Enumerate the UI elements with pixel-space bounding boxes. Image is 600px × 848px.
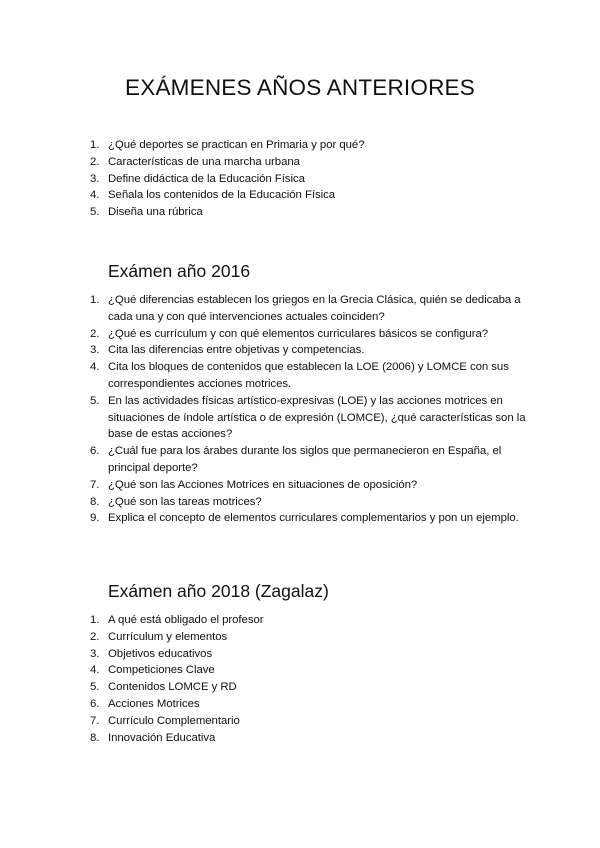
item-number: 2. [90, 327, 100, 340]
item-text: En las actividades físicas artístico-expresivas (LOE) y las acciones motrices en situaciones de índole artística o de expresión (LOMCE), ¿qué características son la base de estas acciones? [108, 394, 526, 441]
item-text: ¿Qué diferencias establecen los griegos en la Grecia Clásica, quién se dedicaba a cada una y con qué intervenciones actuales coinciden? [108, 294, 521, 323]
item-number: 3. [90, 172, 100, 185]
item-number: 2. [90, 630, 100, 643]
item-number: 7. [90, 714, 100, 727]
item-text: ¿Qué deportes se practican en Primaria y por qué? [108, 139, 365, 151]
item-number: 9. [90, 512, 100, 525]
item-number: 3. [90, 344, 100, 357]
item-text: Currículum y elementos [108, 630, 228, 643]
item-number: 1. [90, 294, 100, 306]
item-text: ¿Qué son las tareas motrices? [108, 495, 262, 508]
item-text: ¿Qué son las Acciones Motrices en situaciones de oposición? [108, 478, 418, 491]
list-item [90, 154, 530, 171]
list-item [90, 342, 530, 359]
item-number: 4. [90, 189, 100, 202]
list-item [90, 662, 530, 679]
question-list-2018 [90, 612, 530, 746]
item-text: Cita los bloques de contenidos que establecen la LOE (2006) y LOMCE con sus correspondientes acciones motrices. [108, 361, 509, 390]
list-item [90, 443, 530, 477]
list-item [90, 204, 530, 221]
item-number: 6. [90, 697, 100, 710]
item-number: 6. [90, 445, 100, 458]
list-item [90, 477, 530, 494]
list-item [90, 171, 530, 188]
item-number: 8. [90, 495, 100, 508]
item-text: Competiciones Clave [108, 664, 215, 677]
list-item [90, 494, 530, 511]
item-number: 1. [90, 614, 100, 626]
item-number: 5. [90, 206, 100, 219]
list-item [90, 137, 530, 154]
item-number: 7. [90, 478, 100, 491]
list-item [90, 612, 530, 629]
item-number: 3. [90, 647, 100, 660]
item-text: Contenidos LOMCE y RD [108, 681, 237, 694]
item-text: Currículo Complementario [108, 714, 240, 727]
page-title: EXÁMENES AÑOS ANTERIORES [125, 75, 475, 100]
item-number: 4. [90, 361, 100, 374]
list-item [90, 713, 530, 730]
list-item [90, 393, 530, 443]
item-number: 1. [90, 139, 100, 151]
item-text: Objetivos educativos [108, 647, 213, 660]
item-text: ¿Cuál fue para los árabes durante los siglos que permanecieron en España, el principal deporte? [108, 445, 502, 474]
list-item [90, 696, 530, 713]
item-text: Acciones Motrices [108, 697, 200, 710]
list-item [90, 629, 530, 646]
item-text: A qué está obligado el profesor [108, 614, 264, 626]
question-list-2016 [90, 292, 530, 527]
list-item [90, 292, 530, 326]
list-item [90, 646, 530, 663]
list-item [90, 730, 530, 747]
list-item [90, 510, 530, 527]
item-text: Señala los contenidos de la Educación Física [108, 189, 336, 202]
list-item [90, 326, 530, 343]
item-number: 5. [90, 394, 100, 407]
item-number: 8. [90, 731, 100, 744]
list-item [90, 679, 530, 696]
item-text: Innovación Educativa [108, 731, 216, 744]
section-heading-2018: Exámen año 2018 (Zagalaz) [108, 581, 329, 601]
item-text: Características de una marcha urbana [108, 155, 300, 168]
list-item [90, 187, 530, 204]
item-text: Explica el concepto de elementos curriculares complementarios y pon un ejemplo. [108, 512, 519, 525]
item-text: Cita las diferencias entre objetivas y competencias. [108, 344, 365, 357]
question-list-general [90, 137, 530, 221]
item-number: 2. [90, 155, 100, 168]
item-number: 5. [90, 681, 100, 694]
item-text: Define didáctica de la Educación Física [108, 172, 305, 185]
list-item [90, 359, 530, 393]
item-text: ¿Qué es currículum y con qué elementos curriculares básicos se configura? [108, 327, 489, 340]
item-text: Diseña una rúbrica [108, 206, 203, 219]
section-heading-2016: Exámen año 2016 [108, 261, 251, 281]
item-number: 4. [90, 664, 100, 677]
